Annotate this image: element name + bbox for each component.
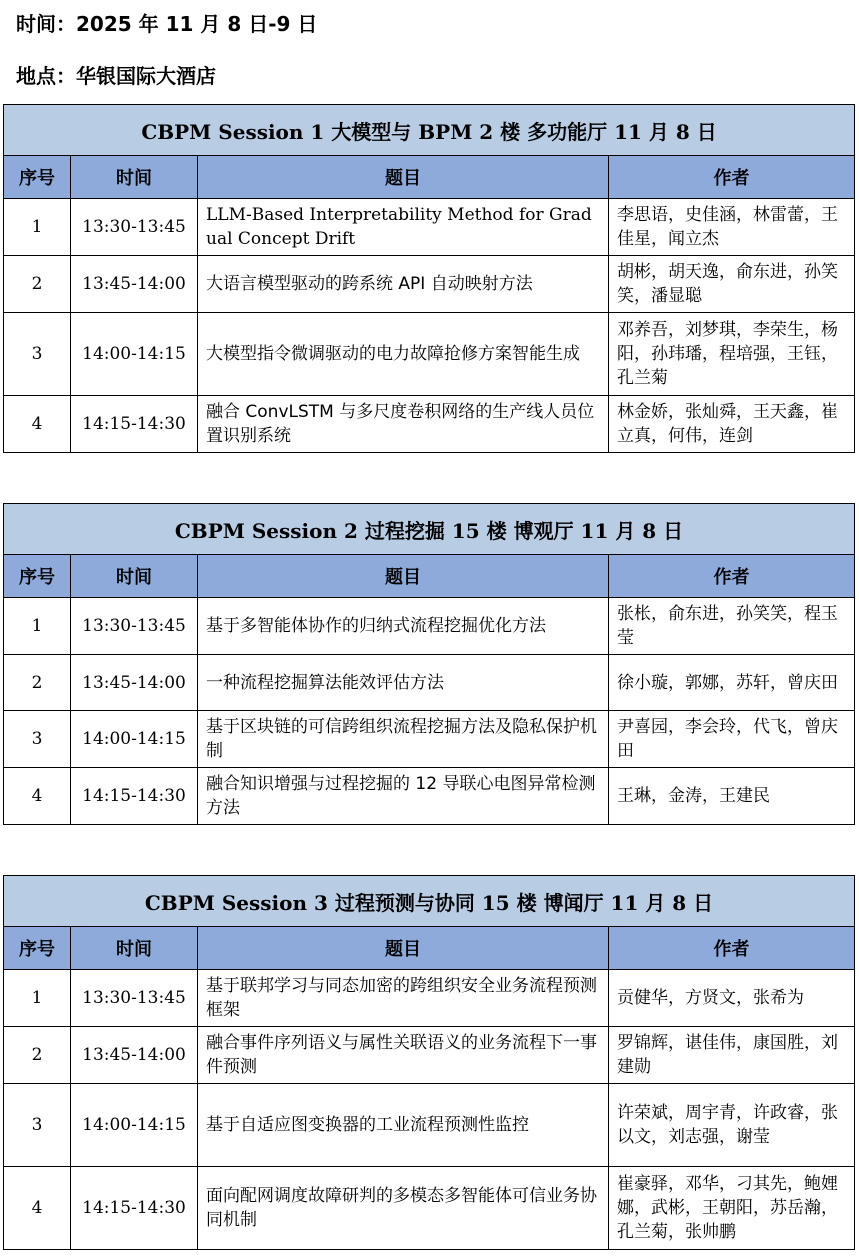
table-row [4, 199, 855, 256]
header-time: 时间 [71, 156, 198, 199]
time-label: 时间： [16, 12, 76, 36]
row-index: 4 [4, 1167, 71, 1250]
row-authors: 许荣斌，周宇青，许政睿，张以文，刘志强，谢莹 [609, 1084, 855, 1167]
row-title: 面向配网调度故障研判的多模态多智能体可信业务协同机制 [198, 1167, 609, 1250]
row-time: 13:30-13:45 [71, 598, 198, 655]
table-row [4, 396, 855, 453]
row-title: 基于自适应图变换器的工业流程预测性监控 [198, 1084, 609, 1167]
row-authors: 胡彬，胡天逸，俞东进，孙笑笑，潘显聪 [609, 256, 855, 313]
row-time: 14:00-14:15 [71, 1084, 198, 1167]
header-index: 序号 [4, 156, 71, 199]
row-index: 3 [4, 313, 71, 396]
row-authors: 王琳，金涛，王建民 [609, 768, 855, 825]
event-location [16, 60, 216, 89]
row-time: 14:15-14:30 [71, 396, 198, 453]
row-authors: 崔豪驿，邓华，刁其先，鲍娌娜，武彬，王朝阳，苏岳瀚，孔兰菊，张帅鹏 [609, 1167, 855, 1250]
row-authors: 贡健华，方贤文，张希为 [609, 970, 855, 1027]
row-title: 大模型指令微调驱动的电力故障抢修方案智能生成 [198, 313, 609, 396]
row-title: 基于联邦学习与同态加密的跨组织安全业务流程预测框架 [198, 970, 609, 1027]
header-title: 题目 [198, 555, 609, 598]
row-time: 13:45-14:00 [71, 1027, 198, 1084]
table-row [4, 598, 855, 655]
session-table [3, 875, 855, 1250]
row-time: 13:45-14:00 [71, 655, 198, 711]
row-index: 2 [4, 256, 71, 313]
row-index: 4 [4, 396, 71, 453]
row-time: 13:45-14:00 [71, 256, 198, 313]
row-title: 融合事件序列语义与属性关联语义的业务流程下一事件预测 [198, 1027, 609, 1084]
table-row [4, 313, 855, 396]
header-title: 题目 [198, 927, 609, 970]
row-authors: 尹喜园，李会玲，代飞，曾庆田 [609, 711, 855, 768]
row-authors: 徐小璇，郭娜，苏轩，曾庆田 [609, 655, 855, 711]
session-table [3, 104, 855, 453]
row-time: 14:00-14:15 [71, 313, 198, 396]
table-row [4, 768, 855, 825]
header-index: 序号 [4, 555, 71, 598]
place-label: 地点： [16, 64, 76, 88]
event-time [16, 8, 317, 37]
row-title: 基于多智能体协作的归纳式流程挖掘优化方法 [198, 598, 609, 655]
row-index: 1 [4, 970, 71, 1027]
header-authors: 作者 [609, 555, 855, 598]
row-time: 14:15-14:30 [71, 1167, 198, 1250]
row-title: 基于区块链的可信跨组织流程挖掘方法及隐私保护机制 [198, 711, 609, 768]
header-authors: 作者 [609, 927, 855, 970]
row-authors: 邓养吾，刘梦琪，李荣生，杨阳，孙玮璠，程培强，王钰，孔兰菊 [609, 313, 855, 396]
table-row [4, 256, 855, 313]
table-row [4, 1167, 855, 1250]
row-index: 1 [4, 199, 71, 256]
header-authors: 作者 [609, 156, 855, 199]
table-row [4, 1027, 855, 1084]
time-value: 2025 年 11 月 8 日-9 日 [76, 12, 318, 36]
row-index: 2 [4, 1027, 71, 1084]
row-time: 13:30-13:45 [71, 970, 198, 1027]
header-time: 时间 [71, 555, 198, 598]
row-index: 1 [4, 598, 71, 655]
header-title: 题目 [198, 156, 609, 199]
table-row [4, 655, 855, 711]
row-time: 14:00-14:15 [71, 711, 198, 768]
row-authors: 罗锦辉，谌佳伟，康国胜，刘建勋 [609, 1027, 855, 1084]
row-title: 大语言模型驱动的跨系统 API 自动映射方法 [198, 256, 609, 313]
row-title: 一种流程挖掘算法能效评估方法 [198, 655, 609, 711]
row-authors: 林金娇，张灿舜，王天鑫，崔立真，何伟，连剑 [609, 396, 855, 453]
session-table [3, 503, 855, 825]
row-index: 3 [4, 1084, 71, 1167]
table-row [4, 1084, 855, 1167]
row-authors: 张枨，俞东进，孙笑笑，程玉莹 [609, 598, 855, 655]
row-time: 14:15-14:30 [71, 768, 198, 825]
row-title: LLM-Based Interpretability Method for Gradual Concept Drift [198, 199, 609, 256]
session-title: CBPM Session 2 过程挖掘 15 楼 博观厅 11 月 8 日 [4, 504, 855, 555]
header-index: 序号 [4, 927, 71, 970]
session-title: CBPM Session 3 过程预测与协同 15 楼 博闻厅 11 月 8 日 [4, 876, 855, 927]
row-index: 4 [4, 768, 71, 825]
row-authors: 李思语，史佳涵，林雷蕾，王佳星，闻立杰 [609, 199, 855, 256]
row-title: 融合知识增强与过程挖掘的 12 导联心电图异常检测方法 [198, 768, 609, 825]
row-time: 13:30-13:45 [71, 199, 198, 256]
place-value: 华银国际大酒店 [76, 64, 216, 88]
table-row [4, 711, 855, 768]
row-title: 融合 ConvLSTM 与多尺度卷积网络的生产线人员位置识别系统 [198, 396, 609, 453]
session-title: CBPM Session 1 大模型与 BPM 2 楼 多功能厅 11 月 8 日 [4, 105, 855, 156]
row-index: 3 [4, 711, 71, 768]
header-time: 时间 [71, 927, 198, 970]
table-row [4, 970, 855, 1027]
row-index: 2 [4, 655, 71, 711]
